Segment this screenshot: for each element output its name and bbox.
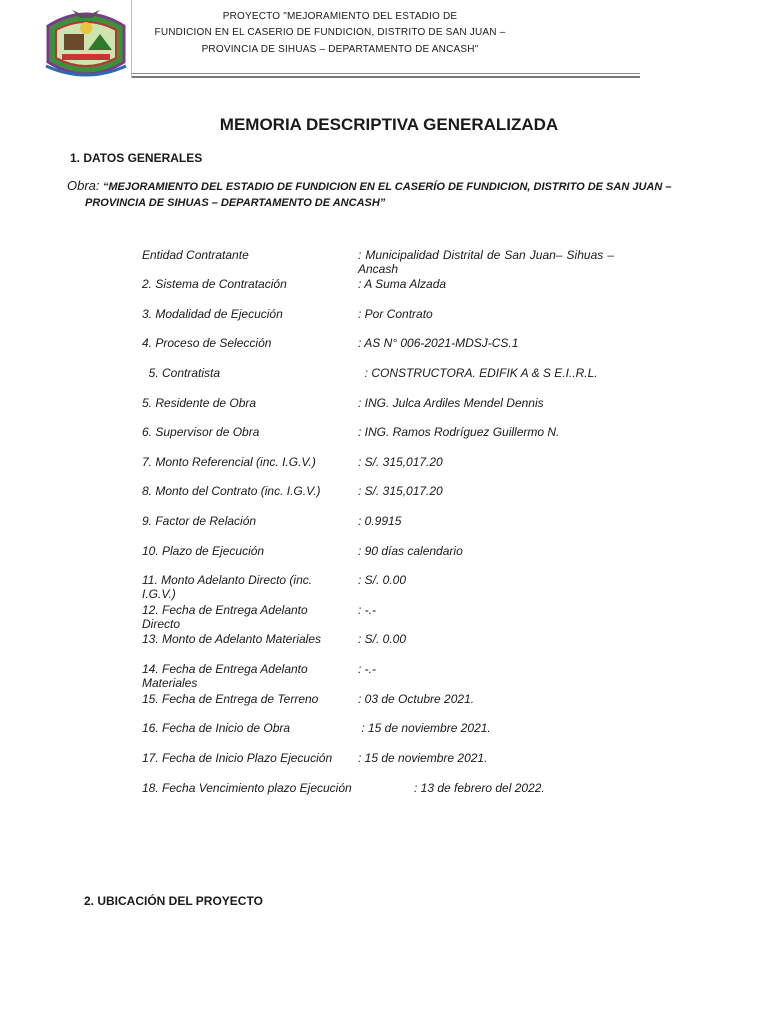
header-project-line-2: FUNDICION EN EL CASERIO DE FUNDICION, DISTRITO DE SAN JUAN –	[154, 27, 506, 38]
section-heading-ubicacion: 2. UBICACIÓN DEL PROYECTO	[84, 894, 263, 908]
header-vertical-divider	[131, 0, 132, 78]
data-row-label: 11. Monto Adelanto Directo (inc. I.G.V.)	[142, 573, 313, 601]
data-row-value: : -.-	[358, 603, 376, 617]
data-row-label: 9. Factor de Relación	[142, 514, 257, 528]
data-row-label: 5. Residente de Obra	[142, 396, 257, 410]
data-row-label: 10. Plazo de Ejecución	[142, 544, 265, 558]
obra-statement	[67, 178, 687, 211]
data-row-label: 15. Fecha de Entrega de Terreno	[142, 692, 319, 706]
data-row-value: : 13 de febrero del 2022.	[414, 781, 545, 795]
data-row-label: 5. Contratista	[142, 366, 221, 380]
data-row-value: : ING. Julca Ardiles Mendel Dennis	[358, 396, 544, 410]
data-row-label: 4. Proceso de Selección	[142, 336, 272, 350]
data-row-label: 16. Fecha de Inicio de Obra	[142, 721, 291, 735]
data-row-label: 13. Monto de Adelanto Materiales	[142, 632, 321, 646]
data-row-value: : 15 de noviembre 2021.	[358, 721, 491, 735]
data-row-value: : Municipalidad Distrital de San Juan– Sihuas – Ancash	[358, 248, 614, 276]
data-row-value: : S/. 0.00	[358, 573, 407, 587]
obra-name-line-1: “MEJORAMIENTO DEL ESTADIO DE FUNDICION EN EL CASERÍO DE FUNDICION, DISTRITO DE SAN JUAN –	[102, 181, 672, 193]
document-title: MEMORIA DESCRIPTIVA GENERALIZADA	[219, 115, 559, 134]
data-row-label: 17. Fecha de Inicio Plazo Ejecución	[142, 751, 333, 765]
obra-label: Obra:	[67, 178, 100, 193]
data-row-value: : S/. 0.00	[358, 632, 407, 646]
data-row-value: : -.-	[358, 662, 376, 676]
data-row-value: : ING. Ramos Rodríguez Guillermo N.	[358, 425, 560, 439]
data-row-label: 3. Modalidad de Ejecución	[142, 307, 283, 321]
header-project-line-3: PROVINCIA DE SIHUAS – DEPARTAMENTO DE ANCASH"	[201, 44, 479, 55]
header-rule	[132, 73, 640, 74]
data-row-value: : 90 días calendario	[358, 544, 463, 558]
header-rule-thick	[132, 76, 640, 78]
data-row-label: 8. Monto del Contrato (inc. I.G.V.)	[142, 484, 321, 498]
data-row-value: : 03 de Octubre 2021.	[358, 692, 475, 706]
data-row-label: 14. Fecha de Entrega Adelanto Materiales	[142, 662, 308, 690]
data-row-value: : S/. 315,017.20	[358, 484, 443, 498]
data-row-value: : 15 de noviembre 2021.	[358, 751, 488, 765]
data-row-label: 6. Supervisor de Obra	[142, 425, 260, 439]
data-row-value: : AS N° 006-2021-MDSJ-CS.1	[358, 336, 519, 350]
data-row-value: : Por Contrato	[358, 307, 433, 321]
data-row-value: : S/. 315,017.20	[358, 455, 443, 469]
data-row-value: : 0.9915	[358, 514, 402, 528]
data-row-label: 12. Fecha de Entrega Adelanto Directo	[142, 603, 308, 631]
data-row-label: 18. Fecha Vencimiento plazo Ejecución	[142, 781, 352, 795]
header-project-line-1: PROYECTO "MEJORAMIENTO DEL ESTADIO DE	[222, 11, 458, 22]
data-row-value: : A Suma Alzada	[358, 277, 447, 291]
section-heading-datos-generales: 1. DATOS GENERALES	[70, 151, 203, 165]
data-row-label: Entidad Contratante	[142, 248, 249, 262]
data-row-label: 2. Sistema de Contratación	[142, 277, 287, 291]
data-row-value: : CONSTRUCTORA. EDIFIK A & S E.I..R.L.	[358, 366, 598, 380]
obra-name-line-2: PROVINCIA DE SIHUAS – DEPARTAMENTO DE ANCASH”	[85, 197, 386, 209]
municipal-coat-of-arms-logo	[42, 4, 130, 82]
data-row-label: 7. Monto Referencial (inc. I.G.V.)	[142, 455, 316, 469]
